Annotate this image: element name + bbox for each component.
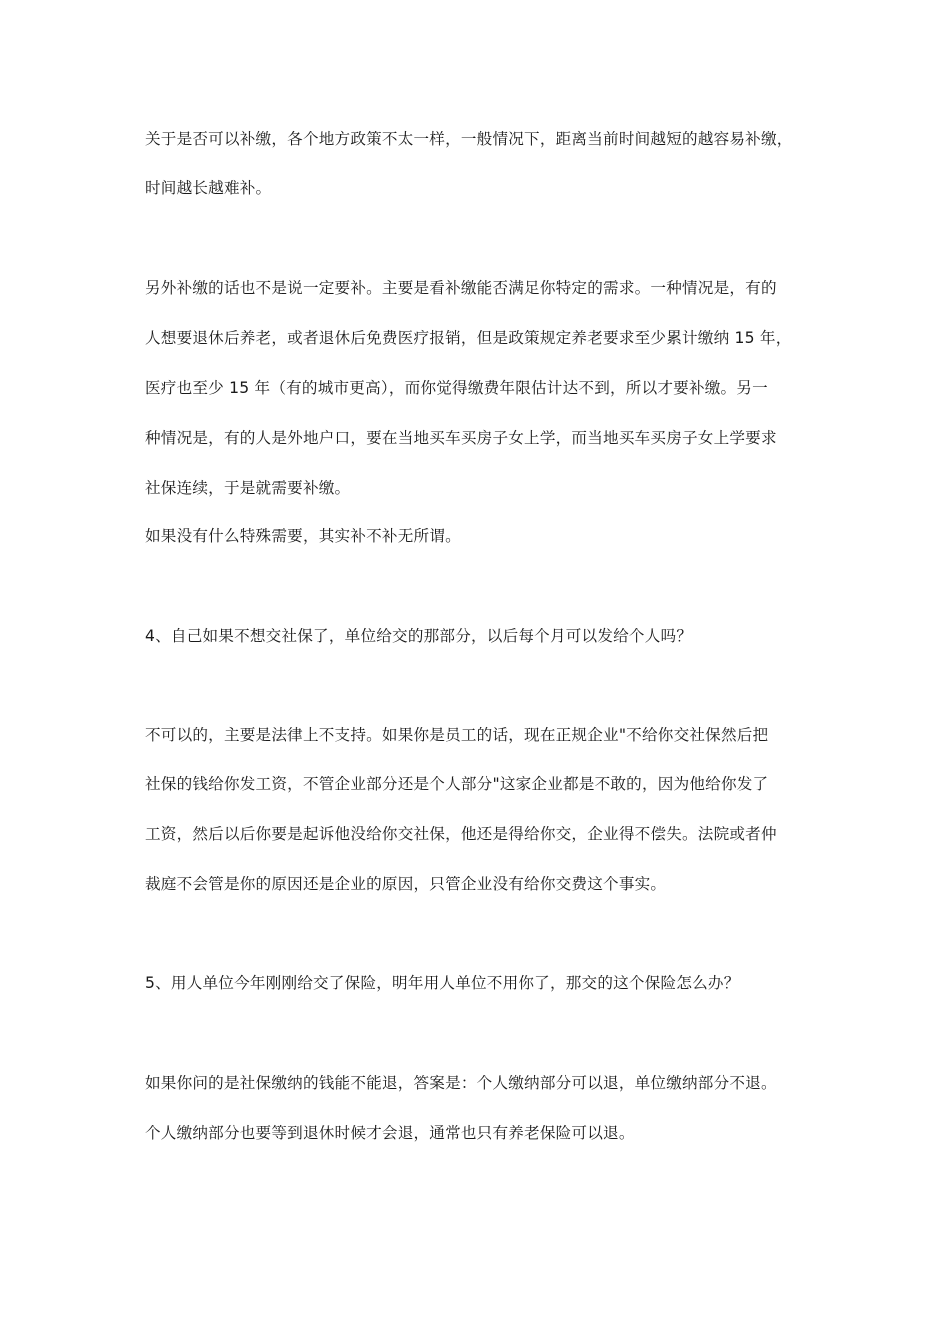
paragraph-2-line-4: 种情况是，有的人是外地户口，要在当地买车买房子女上学，而当地买车买房子女上学要求 [145, 429, 777, 447]
question-5-heading: 5、用人单位今年刚刚给交了保险，明年用人单位不用你了，那交的这个保险怎么办？ [145, 974, 740, 992]
paragraph-2-line-5: 社保连续，于是就需要补缴。 [145, 479, 351, 497]
paragraph-1-line-2: 时间越长越难补。 [145, 179, 272, 197]
answer-4-line-4: 裁庭不会管是你的原因还是企业的原因，只管企业没有给你交费这个事实。 [145, 875, 667, 893]
paragraph-2-line-3: 医疗也至少 15 年（有的城市更高），而你觉得缴费年限估计达不到，所以才要补缴。另一 [145, 379, 768, 397]
paragraph-2-line-1: 另外补缴的话也不是说一定要补。主要是看补缴能否满足你特定的需求。一种情况是，有的 [145, 279, 777, 297]
answer-5-line-2: 个人缴纳部分也要等到退休时候才会退，通常也只有养老保险可以退。 [145, 1124, 635, 1142]
paragraph-1-line-1: 关于是否可以补缴，各个地方政策不太一样，一般情况下，距离当前时间越短的越容易补缴， [145, 130, 793, 148]
paragraph-2-line-2: 人想要退休后养老，或者退休后免费医疗报销，但是政策规定养老要求至少累计缴纳 15 年， [145, 329, 792, 347]
question-4-heading: 4、自己如果不想交社保了，单位给交的那部分，以后每个月可以发给个人吗？ [145, 627, 693, 645]
answer-4-line-1: 不可以的，主要是法律上不支持。如果你是员工的话，现在正规企业"不给你交社保然后把 [145, 726, 769, 744]
answer-5-line-1: 如果你问的是社保缴纳的钱能不能退，答案是：个人缴纳部分可以退，单位缴纳部分不退。 [145, 1074, 777, 1092]
answer-4-line-2: 社保的钱给你发工资，不管企业部分还是个人部分"这家企业都是不敢的，因为他给你发了 [145, 775, 769, 793]
paragraph-3: 如果没有什么特殊需要，其实补不补无所谓。 [145, 527, 461, 545]
answer-4-line-3: 工资，然后以后你要是起诉他没给你交社保，他还是得给你交，企业得不偿失。法院或者仲 [145, 825, 777, 843]
